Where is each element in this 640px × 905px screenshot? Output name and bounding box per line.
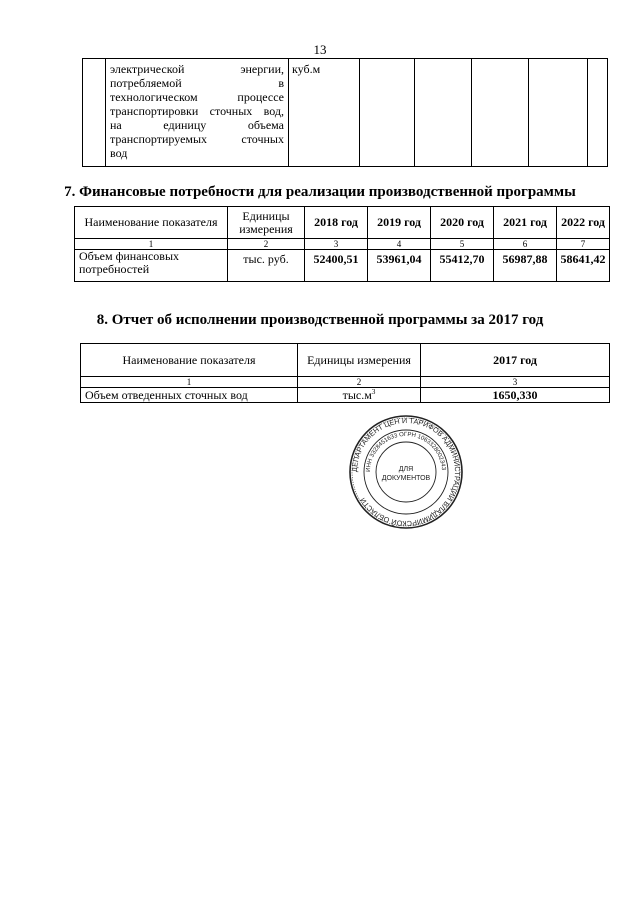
financial-needs-table: [74, 206, 610, 282]
empty-cell: [360, 59, 415, 167]
text-line: транспортируемых сточных: [110, 132, 284, 146]
header-cell: 2019 год: [368, 207, 431, 239]
official-stamp: [348, 414, 464, 530]
stamp-codes-text: ИНН 3328451633 ОГРН 1063328002343: [365, 431, 446, 473]
text-line: электрической энергии,: [110, 62, 284, 76]
text-line: потребляемой в: [110, 76, 284, 90]
value-cell: 1650,330: [421, 388, 610, 403]
unit-text: тыс.м: [342, 388, 372, 402]
column-number-row: [81, 377, 610, 388]
indicator-name-cell: [106, 59, 289, 167]
table-row: [81, 388, 610, 403]
unit-cell: [298, 388, 421, 403]
empty-cell: [472, 59, 529, 167]
indicator-name-cell: Объем отведенных сточных вод: [81, 388, 298, 403]
empty-cell: [529, 59, 588, 167]
header-cell: 2017 год: [421, 344, 610, 377]
column-number: 7: [557, 239, 610, 250]
header-cell: Наименование показателя: [75, 207, 228, 239]
table-row: [75, 250, 610, 282]
table-header-row: [81, 344, 610, 377]
section8-title: 8. Отчет об исполнении производственной программы за 2017 год: [96, 312, 544, 328]
header-cell: Наименование показателя: [81, 344, 298, 377]
header-cell: 2022 год: [557, 207, 610, 239]
value-cell: 53961,04: [368, 250, 431, 282]
header-cell: 2021 год: [494, 207, 557, 239]
text-line: транспортировки сточных вод,: [110, 104, 284, 118]
column-number: 2: [298, 377, 421, 388]
empty-cell: [588, 59, 608, 167]
empty-cell: [83, 59, 106, 167]
table-header-row: [75, 207, 610, 239]
stamp-center-line: ДЛЯ: [398, 466, 414, 473]
column-number: 3: [421, 377, 610, 388]
program-report-table: [80, 343, 610, 403]
column-number-row: [75, 239, 610, 250]
text-line: на единицу объема: [110, 118, 284, 132]
column-number: 1: [81, 377, 298, 388]
value-cell: 56987,88: [494, 250, 557, 282]
value-cell: 52400,51: [305, 250, 368, 282]
header-cell: Единицы измерения: [228, 207, 305, 239]
text-line: технологическом процессе: [110, 90, 284, 104]
stamp-center-line: ДОКУМЕНТОВ: [381, 475, 431, 482]
value-cell: 58641,42: [557, 250, 610, 282]
empty-cell: [415, 59, 472, 167]
unit-superscript: 3: [371, 388, 376, 396]
section7-title: 7. Финансовые потребности для реализации производственной программы: [64, 184, 576, 200]
stamp-outer-text: ДЕПАРТАМЕНТ ЦЕН И ТАРИФОВ АДМИНИСТРАЦИИ ВЛАДИМИРСКОЙ ОБЛАСТИ: [349, 415, 463, 529]
unit-cell: куб.м: [289, 59, 360, 167]
column-number: 3: [305, 239, 368, 250]
column-number: 6: [494, 239, 557, 250]
value-cell: 55412,70: [431, 250, 494, 282]
indicator-name-cell: Объем финансовых потребностей: [75, 250, 228, 282]
header-cell: Единицы измерения: [298, 344, 421, 377]
column-number: 2: [228, 239, 305, 250]
column-number: 1: [75, 239, 228, 250]
header-cell: 2020 год: [431, 207, 494, 239]
header-cell: 2018 год: [305, 207, 368, 239]
continuation-table: [82, 58, 608, 167]
table-row: [83, 59, 608, 167]
page-number: 13: [313, 42, 327, 57]
text-line: вод: [110, 146, 128, 160]
column-number: 4: [368, 239, 431, 250]
column-number: 5: [431, 239, 494, 250]
unit-cell: тыс. руб.: [228, 250, 305, 282]
